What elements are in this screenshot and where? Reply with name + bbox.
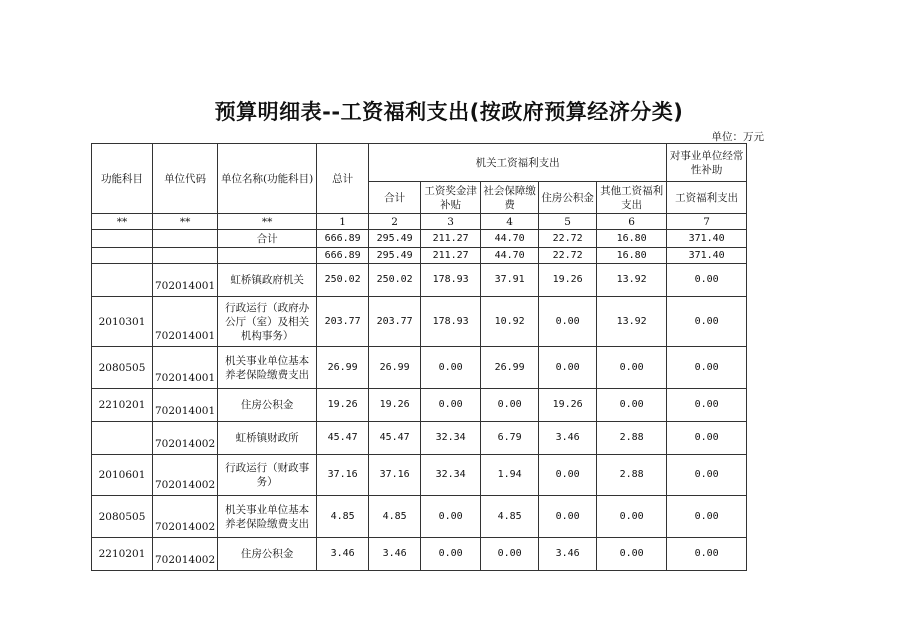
cell-subtotal: 4.85 (369, 496, 421, 538)
cell-unit-code: 702014002 (153, 496, 218, 538)
cell-func-subject: 2210201 (92, 538, 153, 571)
cell-subsidy-salary: 0.00 (667, 347, 747, 389)
cell-func-subject: 2080505 (92, 496, 153, 538)
header-social-security: 社会保障缴费 (481, 182, 539, 214)
cell-unit-name: 机关事业单位基本养老保险缴费支出 (218, 496, 317, 538)
cell-housing-fund: 0.00 (539, 347, 597, 389)
cell-salary-bonus: 32.34 (421, 455, 481, 496)
cell-social-security: 4.85 (481, 496, 539, 538)
cell-salary-bonus: 178.93 (421, 264, 481, 297)
cell-salary-bonus: 211.27 (421, 230, 481, 248)
cell-other-salary: 0.00 (597, 496, 667, 538)
cell-unit-name: 住房公积金 (218, 538, 317, 571)
cell-total: 45.47 (317, 422, 369, 455)
cell-total: 1 (317, 214, 369, 230)
cell-other-salary: 2.88 (597, 455, 667, 496)
cell-unit-code: ** (153, 214, 218, 230)
cell-social-security: 0.00 (481, 538, 539, 571)
cell-salary-bonus: 178.93 (421, 297, 481, 347)
index-row (92, 214, 747, 230)
cell-housing-fund: 0.00 (539, 496, 597, 538)
cell-unit-name: 住房公积金 (218, 389, 317, 422)
header-housing-fund: 住房公积金 (539, 182, 597, 214)
cell-unit-name: 虹桥镇政府机关 (218, 264, 317, 297)
cell-subsidy-salary: 0.00 (667, 297, 747, 347)
cell-total: 250.02 (317, 264, 369, 297)
cell-unit-code (153, 230, 218, 248)
cell-subtotal: 37.16 (369, 455, 421, 496)
cell-subtotal: 203.77 (369, 297, 421, 347)
cell-salary-bonus: 0.00 (421, 538, 481, 571)
header-subtotal: 合计 (369, 182, 421, 214)
table-row (92, 248, 747, 264)
header-unit-name: 单位名称(功能科目) (218, 144, 317, 214)
cell-total: 203.77 (317, 297, 369, 347)
cell-total: 4.85 (317, 496, 369, 538)
cell-unit-code: 702014001 (153, 347, 218, 389)
cell-social-security: 4 (481, 214, 539, 230)
cell-func-subject: 2210201 (92, 389, 153, 422)
cell-total: 666.89 (317, 230, 369, 248)
header-org-salary: 机关工资福利支出 (369, 144, 667, 182)
header-row-1 (92, 144, 747, 182)
cell-subsidy-salary: 0.00 (667, 496, 747, 538)
cell-subsidy-salary: 371.40 (667, 248, 747, 264)
cell-salary-bonus: 0.00 (421, 389, 481, 422)
table-row (92, 347, 747, 389)
cell-other-salary: 16.80 (597, 248, 667, 264)
cell-func-subject: 2010301 (92, 297, 153, 347)
cell-unit-code: 702014001 (153, 297, 218, 347)
cell-unit-code: 702014002 (153, 455, 218, 496)
cell-subsidy-salary: 0.00 (667, 264, 747, 297)
cell-other-salary: 0.00 (597, 389, 667, 422)
table-row (92, 389, 747, 422)
cell-social-security: 1.94 (481, 455, 539, 496)
cell-unit-name: ** (218, 214, 317, 230)
cell-social-security: 0.00 (481, 389, 539, 422)
header-subsidy-salary: 工资福利支出 (667, 182, 747, 214)
cell-func-subject (92, 230, 153, 248)
table-row (92, 455, 747, 496)
cell-other-salary: 0.00 (597, 538, 667, 571)
header-other-salary: 其他工资福利支出 (597, 182, 667, 214)
cell-salary-bonus: 211.27 (421, 248, 481, 264)
table-row (92, 264, 747, 297)
cell-unit-name: 行政运行（政府办公厅（室）及相关机构事务） (218, 297, 317, 347)
table-row (92, 297, 747, 347)
cell-unit-name: 虹桥镇财政所 (218, 422, 317, 455)
cell-unit-code: 702014001 (153, 389, 218, 422)
cell-other-salary: 2.88 (597, 422, 667, 455)
cell-unit-code: 702014002 (153, 422, 218, 455)
cell-housing-fund: 22.72 (539, 248, 597, 264)
cell-social-security: 44.70 (481, 230, 539, 248)
cell-total: 3.46 (317, 538, 369, 571)
cell-other-salary: 0.00 (597, 347, 667, 389)
cell-total: 19.26 (317, 389, 369, 422)
cell-unit-name (218, 248, 317, 264)
cell-subsidy-salary: 7 (667, 214, 747, 230)
cell-unit-name: 机关事业单位基本养老保险缴费支出 (218, 347, 317, 389)
header-total: 总计 (317, 144, 369, 214)
cell-subsidy-salary: 0.00 (667, 538, 747, 571)
table-row (92, 538, 747, 571)
cell-social-security: 44.70 (481, 248, 539, 264)
cell-social-security: 10.92 (481, 297, 539, 347)
header-salary-bonus: 工资奖金津补贴 (421, 182, 481, 214)
cell-subtotal: 295.49 (369, 230, 421, 248)
cell-social-security: 26.99 (481, 347, 539, 389)
cell-social-security: 6.79 (481, 422, 539, 455)
cell-unit-code: 702014002 (153, 538, 218, 571)
cell-salary-bonus: 0.00 (421, 347, 481, 389)
cell-subtotal: 295.49 (369, 248, 421, 264)
unit-label: 单位：万元 (711, 131, 764, 143)
cell-unit-name: 行政运行（财政事务） (218, 455, 317, 496)
cell-func-subject: 2080505 (92, 347, 153, 389)
cell-func-subject (92, 422, 153, 455)
cell-other-salary: 13.92 (597, 264, 667, 297)
table-row (92, 230, 747, 248)
budget-table (91, 143, 747, 571)
cell-salary-bonus: 3 (421, 214, 481, 230)
cell-subsidy-salary: 0.00 (667, 422, 747, 455)
cell-subtotal: 19.26 (369, 389, 421, 422)
cell-func-subject: 2010601 (92, 455, 153, 496)
cell-salary-bonus: 32.34 (421, 422, 481, 455)
cell-total: 26.99 (317, 347, 369, 389)
table-row (92, 422, 747, 455)
cell-housing-fund: 19.26 (539, 264, 597, 297)
cell-subtotal: 45.47 (369, 422, 421, 455)
cell-unit-name: 合计 (218, 230, 317, 248)
cell-other-salary: 16.80 (597, 230, 667, 248)
cell-subtotal: 2 (369, 214, 421, 230)
cell-housing-fund: 0.00 (539, 297, 597, 347)
cell-subsidy-salary: 0.00 (667, 455, 747, 496)
cell-housing-fund: 19.26 (539, 389, 597, 422)
cell-other-salary: 6 (597, 214, 667, 230)
header-subsidy-top: 对事业单位经常性补助 (667, 144, 747, 182)
cell-subsidy-salary: 0.00 (667, 389, 747, 422)
cell-subtotal: 26.99 (369, 347, 421, 389)
cell-total: 666.89 (317, 248, 369, 264)
header-func-subject: 功能科目 (92, 144, 153, 214)
table-row (92, 496, 747, 538)
cell-salary-bonus: 0.00 (421, 496, 481, 538)
cell-func-subject: ** (92, 214, 153, 230)
cell-subsidy-salary: 371.40 (667, 230, 747, 248)
cell-social-security: 37.91 (481, 264, 539, 297)
page-title: 预算明细表--工资福利支出(按政府预算经济分类) (214, 100, 684, 124)
cell-total: 37.16 (317, 455, 369, 496)
header-unit-code: 单位代码 (153, 144, 218, 214)
cell-housing-fund: 3.46 (539, 422, 597, 455)
cell-other-salary: 13.92 (597, 297, 667, 347)
cell-subtotal: 3.46 (369, 538, 421, 571)
cell-unit-code: 702014001 (153, 264, 218, 297)
cell-housing-fund: 0.00 (539, 455, 597, 496)
cell-housing-fund: 3.46 (539, 538, 597, 571)
cell-housing-fund: 5 (539, 214, 597, 230)
cell-subtotal: 250.02 (369, 264, 421, 297)
cell-func-subject (92, 264, 153, 297)
cell-housing-fund: 22.72 (539, 230, 597, 248)
cell-unit-code (153, 248, 218, 264)
cell-func-subject (92, 248, 153, 264)
